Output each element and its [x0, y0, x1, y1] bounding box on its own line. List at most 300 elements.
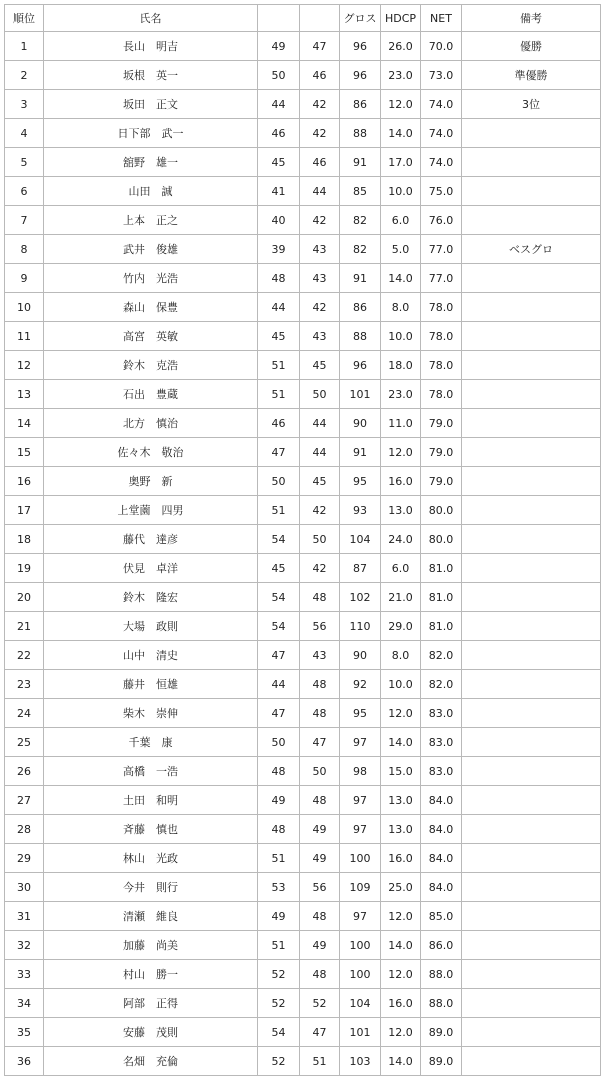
gross-cell: 91 [340, 148, 381, 177]
in-score-cell: 42 [300, 554, 340, 583]
table-row [5, 467, 601, 496]
name-cell: 上堂薗 四男 [44, 496, 258, 525]
gross-cell: 109 [340, 873, 381, 902]
name-cell: 森山 保豊 [44, 293, 258, 322]
net-cell: 89.0 [421, 1018, 462, 1047]
rank-cell: 22 [5, 641, 44, 670]
hdcp-cell: 13.0 [381, 815, 421, 844]
note-cell [462, 380, 601, 409]
note-cell [462, 351, 601, 380]
net-cell: 82.0 [421, 670, 462, 699]
gross-cell: 100 [340, 931, 381, 960]
name-cell: 土田 和明 [44, 786, 258, 815]
rank-cell: 9 [5, 264, 44, 293]
gross-cell: 98 [340, 757, 381, 786]
in-score-cell: 42 [300, 90, 340, 119]
note-cell [462, 612, 601, 641]
gross-cell: 82 [340, 206, 381, 235]
rank-cell: 27 [5, 786, 44, 815]
table-row [5, 931, 601, 960]
name-cell: 武井 俊雄 [44, 235, 258, 264]
net-cell: 80.0 [421, 496, 462, 525]
gross-cell: 90 [340, 409, 381, 438]
table-row [5, 351, 601, 380]
out-score-cell: 44 [258, 90, 300, 119]
hdcp-cell: 16.0 [381, 989, 421, 1018]
name-cell: 高橋 一浩 [44, 757, 258, 786]
gross-cell: 91 [340, 438, 381, 467]
note-cell [462, 119, 601, 148]
header-net: NET [421, 5, 462, 32]
net-cell: 76.0 [421, 206, 462, 235]
gross-cell: 96 [340, 61, 381, 90]
net-cell: 81.0 [421, 612, 462, 641]
note-cell [462, 177, 601, 206]
net-cell: 83.0 [421, 728, 462, 757]
rank-cell: 7 [5, 206, 44, 235]
name-cell: 山中 清史 [44, 641, 258, 670]
table-row [5, 380, 601, 409]
table-row [5, 786, 601, 815]
rank-cell: 18 [5, 525, 44, 554]
gross-cell: 100 [340, 844, 381, 873]
note-cell [462, 902, 601, 931]
net-cell: 78.0 [421, 293, 462, 322]
gross-cell: 110 [340, 612, 381, 641]
note-cell [462, 525, 601, 554]
rank-cell: 28 [5, 815, 44, 844]
note-cell [462, 1018, 601, 1047]
in-score-cell: 49 [300, 931, 340, 960]
out-score-cell: 47 [258, 438, 300, 467]
name-cell: 今井 則行 [44, 873, 258, 902]
in-score-cell: 48 [300, 960, 340, 989]
out-score-cell: 39 [258, 235, 300, 264]
header-gross: グロス [340, 5, 381, 32]
rank-cell: 26 [5, 757, 44, 786]
name-cell: 安藤 茂則 [44, 1018, 258, 1047]
in-score-cell: 43 [300, 264, 340, 293]
gross-cell: 97 [340, 728, 381, 757]
name-cell: 林山 光政 [44, 844, 258, 873]
net-cell: 81.0 [421, 554, 462, 583]
in-score-cell: 49 [300, 815, 340, 844]
hdcp-cell: 14.0 [381, 264, 421, 293]
note-cell [462, 989, 601, 1018]
hdcp-cell: 12.0 [381, 699, 421, 728]
note-cell [462, 641, 601, 670]
out-score-cell: 45 [258, 148, 300, 177]
note-cell [462, 699, 601, 728]
note-cell [462, 815, 601, 844]
gross-cell: 96 [340, 32, 381, 61]
hdcp-cell: 25.0 [381, 873, 421, 902]
table-row [5, 525, 601, 554]
name-cell: 竹内 光浩 [44, 264, 258, 293]
name-cell: 斉藤 慎也 [44, 815, 258, 844]
in-score-cell: 47 [300, 32, 340, 61]
note-cell: 優勝 [462, 32, 601, 61]
name-cell: 鈴木 隆宏 [44, 583, 258, 612]
name-cell: 佐々木 敬治 [44, 438, 258, 467]
note-cell [462, 467, 601, 496]
out-score-cell: 54 [258, 583, 300, 612]
note-cell [462, 786, 601, 815]
table-row [5, 496, 601, 525]
name-cell: 伏見 卓洋 [44, 554, 258, 583]
rank-cell: 11 [5, 322, 44, 351]
hdcp-cell: 14.0 [381, 1047, 421, 1076]
note-cell [462, 873, 601, 902]
net-cell: 74.0 [421, 148, 462, 177]
net-cell: 79.0 [421, 467, 462, 496]
out-score-cell: 40 [258, 206, 300, 235]
in-score-cell: 48 [300, 670, 340, 699]
net-cell: 84.0 [421, 873, 462, 902]
rank-cell: 23 [5, 670, 44, 699]
table-row [5, 641, 601, 670]
hdcp-cell: 23.0 [381, 380, 421, 409]
out-score-cell: 52 [258, 1047, 300, 1076]
table-row [5, 32, 601, 61]
net-cell: 74.0 [421, 119, 462, 148]
hdcp-cell: 12.0 [381, 960, 421, 989]
note-cell [462, 496, 601, 525]
note-cell [462, 148, 601, 177]
note-cell [462, 409, 601, 438]
rank-cell: 12 [5, 351, 44, 380]
name-cell: 上本 正之 [44, 206, 258, 235]
table-row [5, 90, 601, 119]
note-cell [462, 293, 601, 322]
out-score-cell: 49 [258, 902, 300, 931]
net-cell: 82.0 [421, 641, 462, 670]
rank-cell: 17 [5, 496, 44, 525]
hdcp-cell: 18.0 [381, 351, 421, 380]
gross-cell: 87 [340, 554, 381, 583]
hdcp-cell: 29.0 [381, 612, 421, 641]
table-row [5, 960, 601, 989]
gross-cell: 100 [340, 960, 381, 989]
note-cell [462, 554, 601, 583]
name-cell: 阿部 正得 [44, 989, 258, 1018]
hdcp-cell: 23.0 [381, 61, 421, 90]
rank-cell: 16 [5, 467, 44, 496]
net-cell: 70.0 [421, 32, 462, 61]
name-cell: 柴木 崇伸 [44, 699, 258, 728]
hdcp-cell: 15.0 [381, 757, 421, 786]
note-cell [462, 670, 601, 699]
in-score-cell: 51 [300, 1047, 340, 1076]
out-score-cell: 50 [258, 467, 300, 496]
note-cell [462, 264, 601, 293]
hdcp-cell: 24.0 [381, 525, 421, 554]
out-score-cell: 54 [258, 612, 300, 641]
name-cell: 藤井 恒雄 [44, 670, 258, 699]
out-score-cell: 48 [258, 264, 300, 293]
out-score-cell: 52 [258, 960, 300, 989]
note-cell [462, 438, 601, 467]
net-cell: 79.0 [421, 409, 462, 438]
gross-cell: 95 [340, 699, 381, 728]
in-score-cell: 43 [300, 235, 340, 264]
name-cell: 坂根 英一 [44, 61, 258, 90]
gross-cell: 92 [340, 670, 381, 699]
header-rank: 順位 [5, 5, 44, 32]
rank-cell: 1 [5, 32, 44, 61]
rank-cell: 6 [5, 177, 44, 206]
net-cell: 83.0 [421, 699, 462, 728]
note-cell [462, 844, 601, 873]
net-cell: 84.0 [421, 786, 462, 815]
net-cell: 86.0 [421, 931, 462, 960]
note-cell [462, 757, 601, 786]
net-cell: 75.0 [421, 177, 462, 206]
in-score-cell: 46 [300, 148, 340, 177]
gross-cell: 97 [340, 902, 381, 931]
gross-cell: 101 [340, 380, 381, 409]
hdcp-cell: 10.0 [381, 670, 421, 699]
in-score-cell: 42 [300, 496, 340, 525]
rank-cell: 30 [5, 873, 44, 902]
gross-cell: 88 [340, 119, 381, 148]
rank-cell: 19 [5, 554, 44, 583]
hdcp-cell: 14.0 [381, 931, 421, 960]
in-score-cell: 44 [300, 177, 340, 206]
table-row [5, 409, 601, 438]
note-cell [462, 960, 601, 989]
out-score-cell: 48 [258, 757, 300, 786]
results-table [4, 4, 601, 1076]
hdcp-cell: 13.0 [381, 786, 421, 815]
net-cell: 73.0 [421, 61, 462, 90]
rank-cell: 33 [5, 960, 44, 989]
table-row [5, 612, 601, 641]
gross-cell: 103 [340, 1047, 381, 1076]
table-row [5, 670, 601, 699]
note-cell [462, 931, 601, 960]
net-cell: 88.0 [421, 960, 462, 989]
gross-cell: 85 [340, 177, 381, 206]
net-cell: 78.0 [421, 380, 462, 409]
table-row [5, 989, 601, 1018]
note-cell: 準優勝 [462, 61, 601, 90]
name-cell: 清瀬 維良 [44, 902, 258, 931]
out-score-cell: 49 [258, 786, 300, 815]
in-score-cell: 49 [300, 844, 340, 873]
table-row [5, 148, 601, 177]
net-cell: 85.0 [421, 902, 462, 931]
in-score-cell: 44 [300, 409, 340, 438]
rank-cell: 20 [5, 583, 44, 612]
out-score-cell: 46 [258, 409, 300, 438]
hdcp-cell: 5.0 [381, 235, 421, 264]
out-score-cell: 54 [258, 1018, 300, 1047]
table-row [5, 1047, 601, 1076]
in-score-cell: 42 [300, 293, 340, 322]
note-cell: 3位 [462, 90, 601, 119]
in-score-cell: 50 [300, 757, 340, 786]
note-cell: ベスグロ [462, 235, 601, 264]
in-score-cell: 50 [300, 380, 340, 409]
header-row [5, 5, 601, 32]
in-score-cell: 46 [300, 61, 340, 90]
rank-cell: 4 [5, 119, 44, 148]
hdcp-cell: 8.0 [381, 641, 421, 670]
rank-cell: 13 [5, 380, 44, 409]
net-cell: 74.0 [421, 90, 462, 119]
name-cell: 大場 政則 [44, 612, 258, 641]
net-cell: 80.0 [421, 525, 462, 554]
rank-cell: 29 [5, 844, 44, 873]
table-row [5, 235, 601, 264]
table-row [5, 902, 601, 931]
out-score-cell: 51 [258, 380, 300, 409]
note-cell [462, 1047, 601, 1076]
header-name: 氏名 [44, 5, 258, 32]
name-cell: 村山 勝一 [44, 960, 258, 989]
out-score-cell: 52 [258, 989, 300, 1018]
note-cell [462, 322, 601, 351]
hdcp-cell: 26.0 [381, 32, 421, 61]
hdcp-cell: 16.0 [381, 844, 421, 873]
in-score-cell: 50 [300, 525, 340, 554]
hdcp-cell: 8.0 [381, 293, 421, 322]
gross-cell: 88 [340, 322, 381, 351]
table-row [5, 293, 601, 322]
gross-cell: 86 [340, 293, 381, 322]
hdcp-cell: 14.0 [381, 728, 421, 757]
table-row [5, 757, 601, 786]
in-score-cell: 45 [300, 467, 340, 496]
rank-cell: 3 [5, 90, 44, 119]
net-cell: 77.0 [421, 264, 462, 293]
out-score-cell: 50 [258, 728, 300, 757]
out-score-cell: 54 [258, 525, 300, 554]
out-score-cell: 41 [258, 177, 300, 206]
in-score-cell: 47 [300, 728, 340, 757]
table-row [5, 322, 601, 351]
name-cell: 日下部 武一 [44, 119, 258, 148]
in-score-cell: 43 [300, 322, 340, 351]
net-cell: 88.0 [421, 989, 462, 1018]
net-cell: 83.0 [421, 757, 462, 786]
results-body [5, 32, 601, 1076]
name-cell: 奥野 新 [44, 467, 258, 496]
hdcp-cell: 17.0 [381, 148, 421, 177]
table-row [5, 177, 601, 206]
name-cell: 舘野 雄一 [44, 148, 258, 177]
table-row [5, 206, 601, 235]
in-score-cell: 42 [300, 206, 340, 235]
note-cell [462, 206, 601, 235]
hdcp-cell: 21.0 [381, 583, 421, 612]
in-score-cell: 56 [300, 873, 340, 902]
in-score-cell: 48 [300, 786, 340, 815]
name-cell: 北方 慎治 [44, 409, 258, 438]
out-score-cell: 45 [258, 554, 300, 583]
in-score-cell: 48 [300, 583, 340, 612]
gross-cell: 104 [340, 525, 381, 554]
hdcp-cell: 14.0 [381, 119, 421, 148]
rank-cell: 35 [5, 1018, 44, 1047]
rank-cell: 2 [5, 61, 44, 90]
gross-cell: 97 [340, 815, 381, 844]
rank-cell: 36 [5, 1047, 44, 1076]
rank-cell: 32 [5, 931, 44, 960]
gross-cell: 93 [340, 496, 381, 525]
in-score-cell: 48 [300, 902, 340, 931]
out-score-cell: 50 [258, 61, 300, 90]
table-row [5, 264, 601, 293]
name-cell: 山田 誠 [44, 177, 258, 206]
net-cell: 84.0 [421, 815, 462, 844]
rank-cell: 15 [5, 438, 44, 467]
in-score-cell: 48 [300, 699, 340, 728]
table-row [5, 583, 601, 612]
gross-cell: 96 [340, 351, 381, 380]
table-row [5, 815, 601, 844]
name-cell: 石出 豊蔵 [44, 380, 258, 409]
note-cell [462, 583, 601, 612]
net-cell: 79.0 [421, 438, 462, 467]
results-table-container [4, 4, 601, 1076]
out-score-cell: 51 [258, 496, 300, 525]
header-hdcp: HDCP [381, 5, 421, 32]
in-score-cell: 52 [300, 989, 340, 1018]
name-cell: 坂田 正文 [44, 90, 258, 119]
gross-cell: 101 [340, 1018, 381, 1047]
in-score-cell: 44 [300, 438, 340, 467]
gross-cell: 82 [340, 235, 381, 264]
table-row [5, 61, 601, 90]
hdcp-cell: 12.0 [381, 90, 421, 119]
note-cell [462, 728, 601, 757]
rank-cell: 10 [5, 293, 44, 322]
out-score-cell: 51 [258, 844, 300, 873]
header-in [300, 5, 340, 32]
hdcp-cell: 11.0 [381, 409, 421, 438]
table-row [5, 844, 601, 873]
hdcp-cell: 10.0 [381, 177, 421, 206]
out-score-cell: 47 [258, 699, 300, 728]
in-score-cell: 56 [300, 612, 340, 641]
net-cell: 78.0 [421, 351, 462, 380]
table-row [5, 728, 601, 757]
rank-cell: 21 [5, 612, 44, 641]
out-score-cell: 48 [258, 815, 300, 844]
net-cell: 89.0 [421, 1047, 462, 1076]
hdcp-cell: 12.0 [381, 902, 421, 931]
in-score-cell: 45 [300, 351, 340, 380]
hdcp-cell: 12.0 [381, 1018, 421, 1047]
net-cell: 77.0 [421, 235, 462, 264]
gross-cell: 104 [340, 989, 381, 1018]
table-row [5, 119, 601, 148]
name-cell: 名畑 充倫 [44, 1047, 258, 1076]
hdcp-cell: 13.0 [381, 496, 421, 525]
out-score-cell: 51 [258, 351, 300, 380]
hdcp-cell: 10.0 [381, 322, 421, 351]
net-cell: 81.0 [421, 583, 462, 612]
name-cell: 千葉 康 [44, 728, 258, 757]
hdcp-cell: 6.0 [381, 554, 421, 583]
gross-cell: 97 [340, 786, 381, 815]
gross-cell: 102 [340, 583, 381, 612]
hdcp-cell: 12.0 [381, 438, 421, 467]
net-cell: 84.0 [421, 844, 462, 873]
hdcp-cell: 16.0 [381, 467, 421, 496]
